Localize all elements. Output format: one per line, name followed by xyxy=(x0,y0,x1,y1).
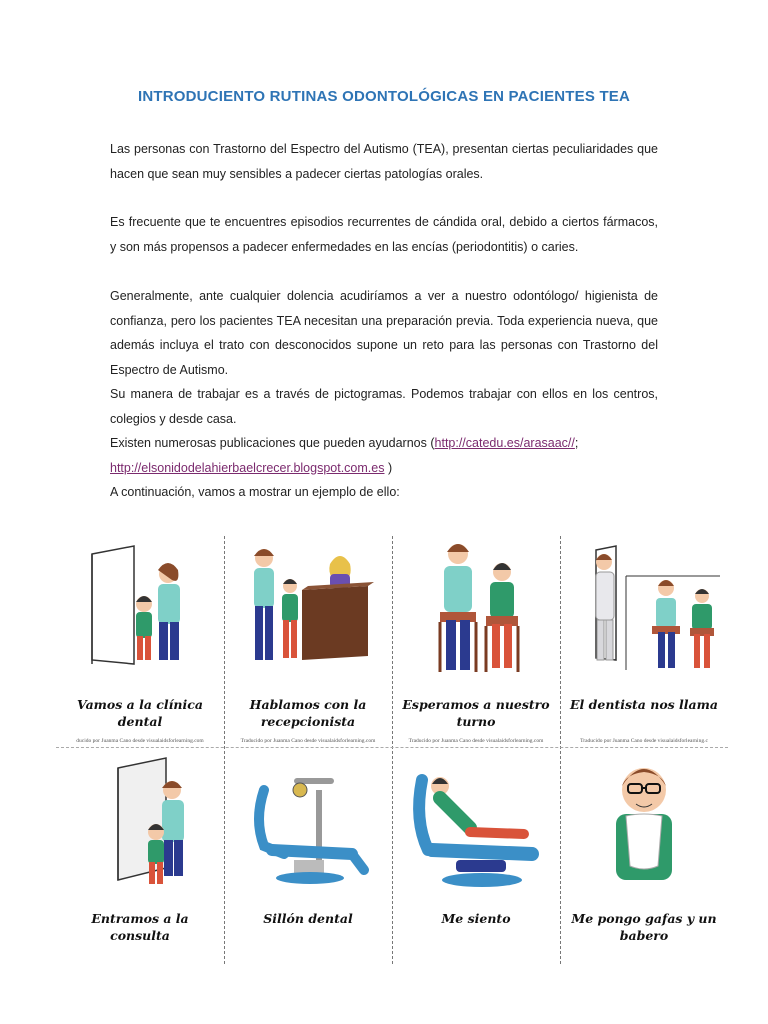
link-arasaac[interactable]: http://catedu.es/arasaac// xyxy=(434,436,575,450)
reception-desk-icon xyxy=(224,536,392,696)
glasses-bib-icon xyxy=(560,750,728,910)
paragraph-publications xyxy=(110,431,658,480)
pictogram-card xyxy=(560,750,728,964)
pictogram-credit: Traducido por Juanma Cano desde visualaidsforlearning.com xyxy=(408,738,544,744)
dentist-calls-icon xyxy=(560,536,728,696)
publications-text: Existen numerosas publicaciones que pueden ayudarnos ( xyxy=(110,436,435,450)
door-child-adult-icon xyxy=(56,536,224,696)
pictogram-caption: Vamos a la clínica dental xyxy=(77,697,203,729)
page-title: INTRODUCIENTO RUTINAS ODONTOLÓGICAS EN PACIENTES TEA xyxy=(137,88,631,105)
pictogram-caption: Me siento xyxy=(441,911,511,926)
paragraph-preparation: Generalmente, ante cualquier dolencia acudiríamos a ver a nuestro odontólogo/ higienista de confianza, pero los pacientes TEA necesitan una preparación previa. Toda experiencia nueva, que además incluya el trato con desconocidos supone un reto para las personas con Trastorno del Espectro de Autismo. xyxy=(110,289,658,377)
paragraph-pictograms: Su manera de trabajar es a través de pictogramas. Podemos trabajar con ellos en los centros, colegios y desde casa. xyxy=(110,387,658,426)
pictogram-credit: Traducido por Juanma Cano desde visualaidsforlearning.c xyxy=(580,738,708,744)
sitting-in-chair-icon xyxy=(392,750,560,910)
pictogram-card xyxy=(392,536,560,750)
dental-chair-icon xyxy=(224,750,392,910)
paragraph-intro: Las personas con Trastorno del Espectro del Autismo (TEA), presentan ciertas peculiaridades que hacen que sean muy sensibles a padecer ciertas patologías orales. xyxy=(110,142,658,181)
pictogram-caption: Me pongo gafas y un babero xyxy=(571,911,717,943)
pictogram-credit: ducido por Juanma Cano desde visualaidsforlearning.com xyxy=(76,738,204,744)
enter-room-icon xyxy=(56,750,224,910)
pictogram-caption: Sillón dental xyxy=(263,911,353,926)
paragraph-example: A continuación, vamos a mostrar un ejemplo de ello: xyxy=(110,485,400,499)
publications-end: ) xyxy=(384,460,393,475)
pictogram-card xyxy=(392,750,560,964)
pictogram-card xyxy=(560,536,728,750)
pictogram-card xyxy=(224,750,392,964)
paragraph-candida: Es frecuente que te encuentres episodios recurrentes de cándida oral, debido a ciertos fármacos, y son más propensos a padecer enfermedades en las encías (periodontitis) o caries. xyxy=(110,215,658,254)
waiting-seated-icon xyxy=(392,536,560,696)
pictogram-caption: Hablamos con la recepcionista xyxy=(249,697,367,729)
pictogram-credit: Traducido por Juanma Cano desde visualaidsforlearning.com xyxy=(240,738,376,744)
pictogram-card xyxy=(56,536,224,750)
link-blog[interactable]: http://elsonidodelahierbaelcrecer.blogspot.com.es xyxy=(110,460,385,475)
pictogram-grid xyxy=(56,536,728,964)
pictogram-caption: Entramos a la consulta xyxy=(91,911,189,943)
pictogram-card xyxy=(224,536,392,750)
pictogram-caption: Esperamos a nuestro turno xyxy=(402,697,550,729)
pictogram-caption: El dentista nos llama xyxy=(570,697,718,712)
pictogram-card xyxy=(56,750,224,964)
link-separator: ; xyxy=(574,436,579,450)
